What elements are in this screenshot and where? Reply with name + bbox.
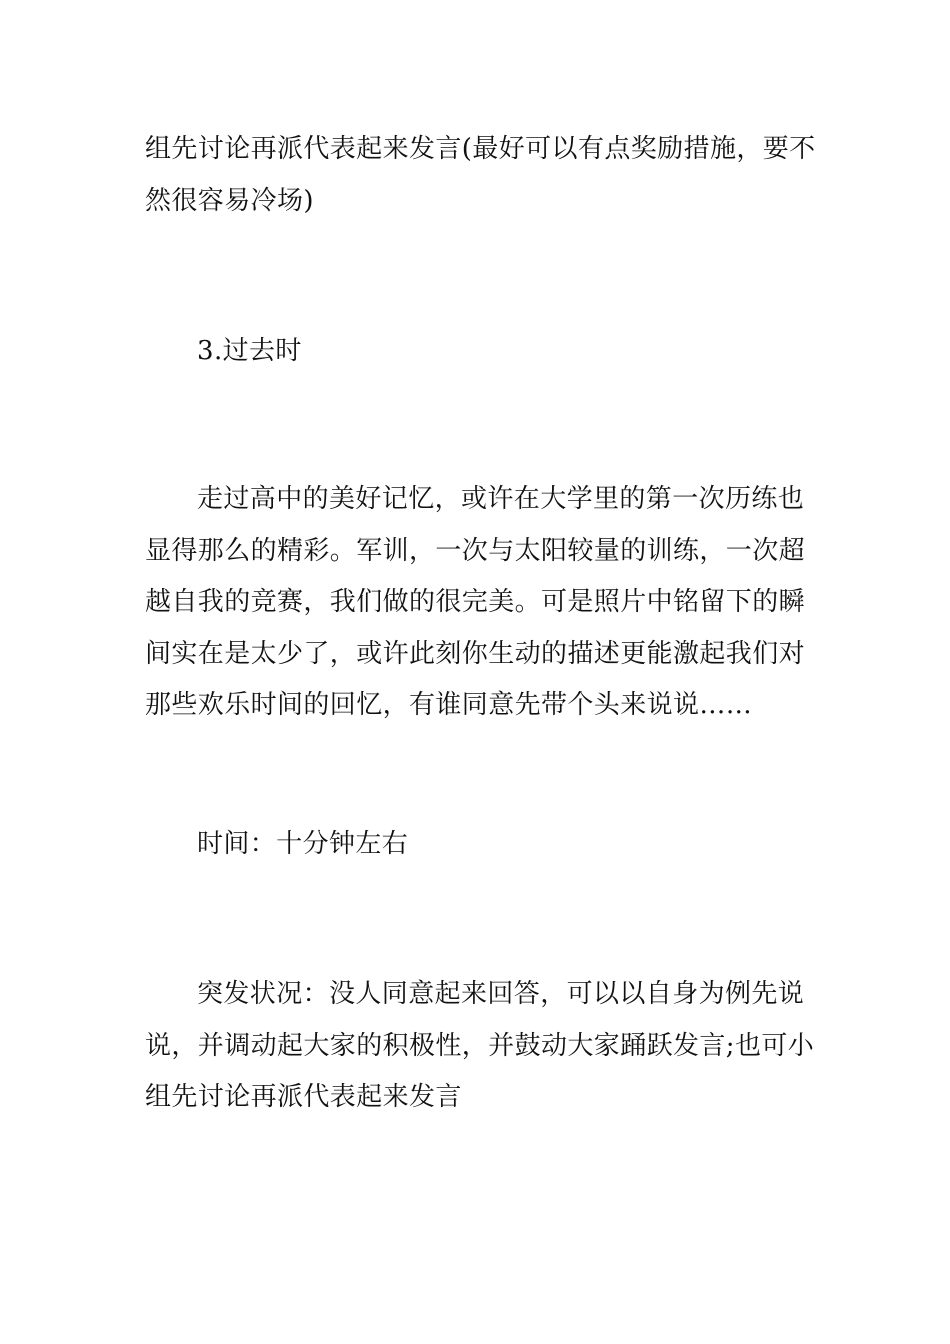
paragraph-continued bbox=[145, 124, 816, 227]
paragraph-line: 说，并调动起大家的积极性，并鼓动大家踊跃发言;也可小 bbox=[145, 1030, 815, 1061]
section-heading-text: 3.过去时 bbox=[197, 336, 302, 366]
time-text: 时间：十分钟左右 bbox=[197, 829, 409, 859]
paragraph-line: 然很容易冷场) bbox=[145, 185, 314, 216]
paragraph-contingency bbox=[145, 969, 815, 1124]
paragraph-line: 间实在是太少了，或许此刻你生动的描述更能激起我们对 bbox=[145, 638, 806, 669]
paragraph-line: 组先讨论再派代表起来发言 bbox=[145, 1082, 462, 1112]
paragraph-line: 突发状况：没人同意起来回答，可以以自身为例先说 bbox=[197, 979, 805, 1009]
paragraph-line: 越自我的竞赛，我们做的很完美。可是照片中铭留下的瞬 bbox=[145, 587, 806, 617]
paragraph-description bbox=[145, 474, 810, 732]
time-paragraph bbox=[145, 819, 810, 871]
paragraph-line: 显得那么的精彩。军训，一次与太阳较量的训练，一次超 bbox=[145, 535, 806, 566]
paragraph-line: 走过高中的美好记忆，或许在大学里的第一次历练也 bbox=[197, 484, 805, 514]
section-heading bbox=[145, 326, 810, 378]
paragraph-line: 组先讨论再派代表起来发言(最好可以有点奖励措施，要不 bbox=[145, 134, 816, 164]
paragraph-line: 那些欢乐时间的回忆，有谁同意先带个头来说说…… bbox=[145, 690, 753, 720]
